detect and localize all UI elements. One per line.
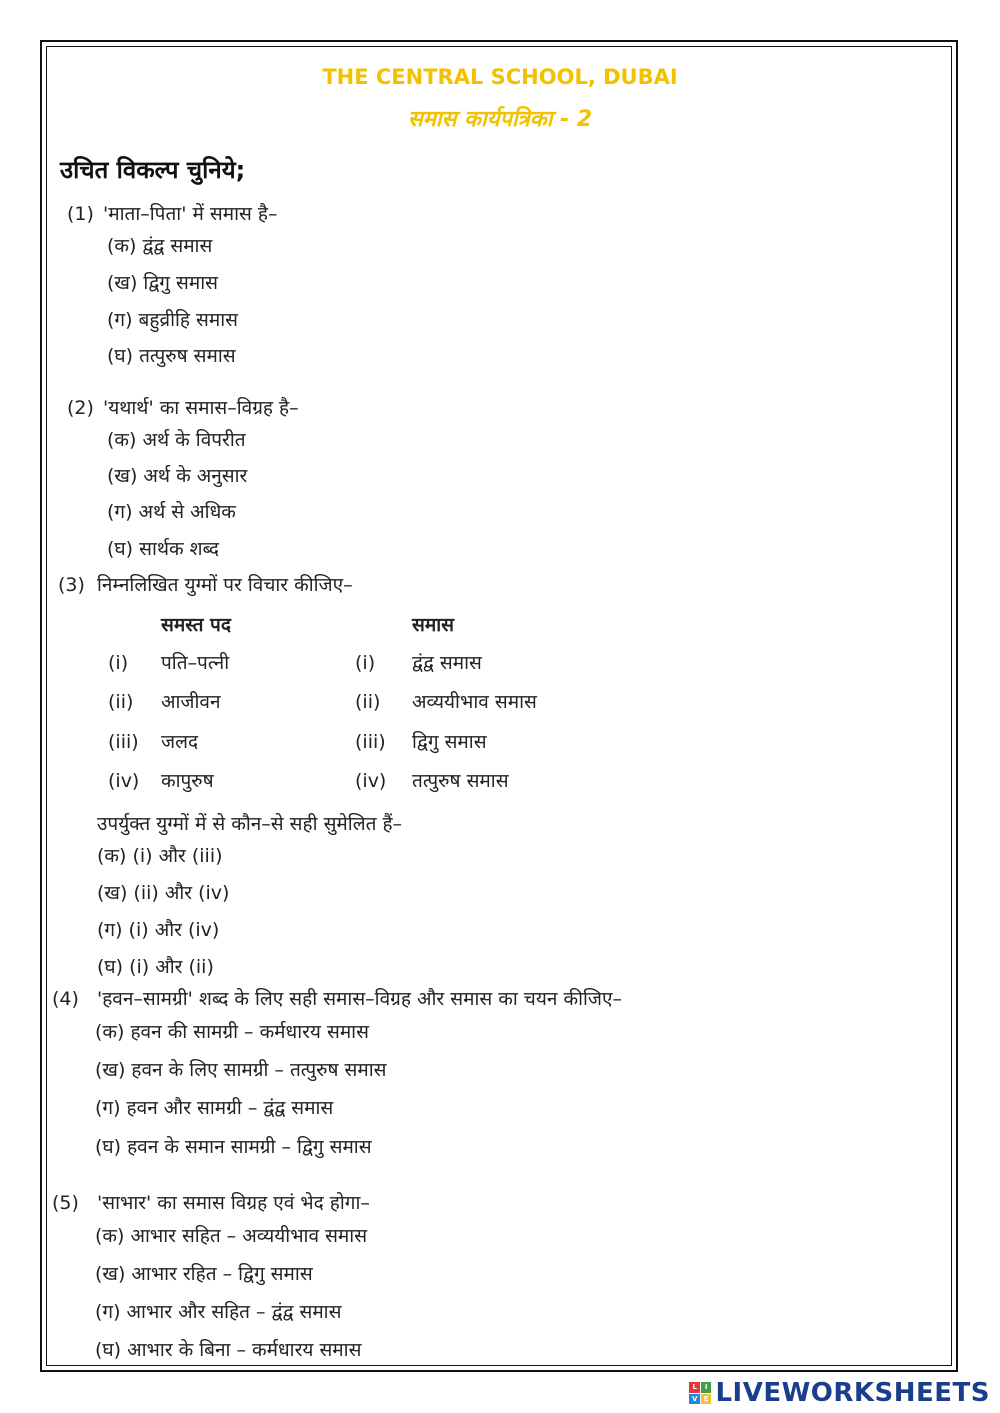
q3-row4-num2: (iv) bbox=[355, 770, 387, 792]
q3-row2-num2: (ii) bbox=[355, 691, 381, 713]
q3-row4-pad: कापुरुष bbox=[161, 770, 214, 792]
q4-option-b[interactable]: (ख) हवन के लिए सामग्री – तत्पुरुष समास bbox=[95, 1059, 387, 1081]
q3-row1-samas: द्वंद्व समास bbox=[412, 652, 482, 674]
q3-prompt: उपर्युक्त युग्मों में से कौन–से सही सुमेलित हैं– bbox=[97, 813, 403, 835]
logo-letter-e: E bbox=[701, 1394, 712, 1405]
q3-row3-num1: (iii) bbox=[108, 731, 139, 753]
q3-row2-num1: (ii) bbox=[108, 691, 134, 713]
q3-row1-num2: (i) bbox=[355, 652, 376, 674]
q4-text: 'हवन–सामग्री' शब्द के लिए सही समास–विग्रह और समास का चयन कीजिए– bbox=[97, 988, 623, 1010]
q3-row4-samas: तत्पुरुष समास bbox=[412, 770, 509, 792]
q5-number: (5) bbox=[52, 1192, 79, 1214]
q2-option-d[interactable]: (घ) सार्थक शब्द bbox=[107, 538, 219, 560]
worksheet-title: समास कार्यपत्रिका - 2 bbox=[407, 107, 593, 132]
q4-option-d[interactable]: (घ) हवन के समान सामग्री – द्विगु समास bbox=[95, 1136, 372, 1158]
school-name: THE CENTRAL SCHOOL, DUBAI bbox=[322, 65, 678, 89]
q3-row2-samas: अव्ययीभाव समास bbox=[412, 691, 537, 713]
q3-number: (3) bbox=[58, 574, 85, 596]
q3-row3-samas: द्विगु समास bbox=[412, 731, 487, 753]
q5-option-d[interactable]: (घ) आभार के बिना – कर्मधारय समास bbox=[95, 1339, 362, 1361]
q2-option-a[interactable]: (क) अर्थ के विपरीत bbox=[107, 429, 246, 451]
q3-option-b[interactable]: (ख) (ii) और (iv) bbox=[97, 882, 230, 904]
section-title: उचित विकल्प चुनिये; bbox=[60, 156, 246, 184]
q1-text: 'माता–पिता' में समास है– bbox=[103, 203, 278, 225]
q1-number: (1) bbox=[67, 203, 94, 225]
q3-option-c[interactable]: (ग) (i) और (iv) bbox=[97, 919, 220, 941]
q3-row1-num1: (i) bbox=[108, 652, 129, 674]
liveworksheets-wordmark: LIVEWORKSHEETS bbox=[715, 1378, 990, 1408]
q2-option-b[interactable]: (ख) अर्थ के अनुसार bbox=[107, 465, 248, 487]
logo-letter-i: I bbox=[701, 1382, 712, 1393]
q1-option-d[interactable]: (घ) तत्पुरुष समास bbox=[107, 345, 236, 367]
q1-option-b[interactable]: (ख) द्विगु समास bbox=[107, 272, 218, 294]
q5-text: 'साभार' का समास विग्रह एवं भेद होगा– bbox=[97, 1192, 370, 1214]
q4-option-a[interactable]: (क) हवन की सामग्री – कर्मधारय समास bbox=[95, 1021, 369, 1043]
q5-option-c[interactable]: (ग) आभार और सहित – द्वंद्व समास bbox=[95, 1301, 342, 1323]
q3-text: निम्नलिखित युग्मों पर विचार कीजिए– bbox=[97, 574, 353, 596]
q3-row3-pad: जलद bbox=[161, 731, 199, 753]
q3-row4-num1: (iv) bbox=[108, 770, 140, 792]
logo-letter-v: V bbox=[689, 1394, 700, 1405]
q1-option-a[interactable]: (क) द्वंद्व समास bbox=[107, 235, 213, 257]
q4-option-c[interactable]: (ग) हवन और सामग्री – द्वंद्व समास bbox=[95, 1097, 334, 1119]
q3-row1-pad: पति–पत्नी bbox=[161, 652, 230, 674]
q3-row2-pad: आजीवन bbox=[161, 691, 221, 713]
q3-option-d[interactable]: (घ) (i) और (ii) bbox=[97, 956, 214, 978]
q4-number: (4) bbox=[52, 988, 79, 1010]
q5-option-b[interactable]: (ख) आभार रहित – द्विगु समास bbox=[95, 1263, 313, 1285]
q3-col1-header: समस्त पद bbox=[161, 614, 231, 636]
q3-option-a[interactable]: (क) (i) और (iii) bbox=[97, 845, 223, 867]
q2-option-c[interactable]: (ग) अर्थ से अधिक bbox=[107, 501, 236, 523]
liveworksheets-brand bbox=[689, 1377, 990, 1409]
q3-col2-header: समास bbox=[412, 614, 454, 636]
q2-number: (2) bbox=[67, 397, 94, 419]
logo-letter-l: L bbox=[689, 1382, 700, 1393]
liveworksheets-logo-icon bbox=[689, 1382, 711, 1404]
q2-text: 'यथार्थ' का समास–विग्रह है– bbox=[103, 397, 299, 419]
q5-option-a[interactable]: (क) आभार सहित – अव्ययीभाव समास bbox=[95, 1225, 368, 1247]
q1-option-c[interactable]: (ग) बहुव्रीहि समास bbox=[107, 309, 239, 331]
q3-row3-num2: (iii) bbox=[355, 731, 386, 753]
